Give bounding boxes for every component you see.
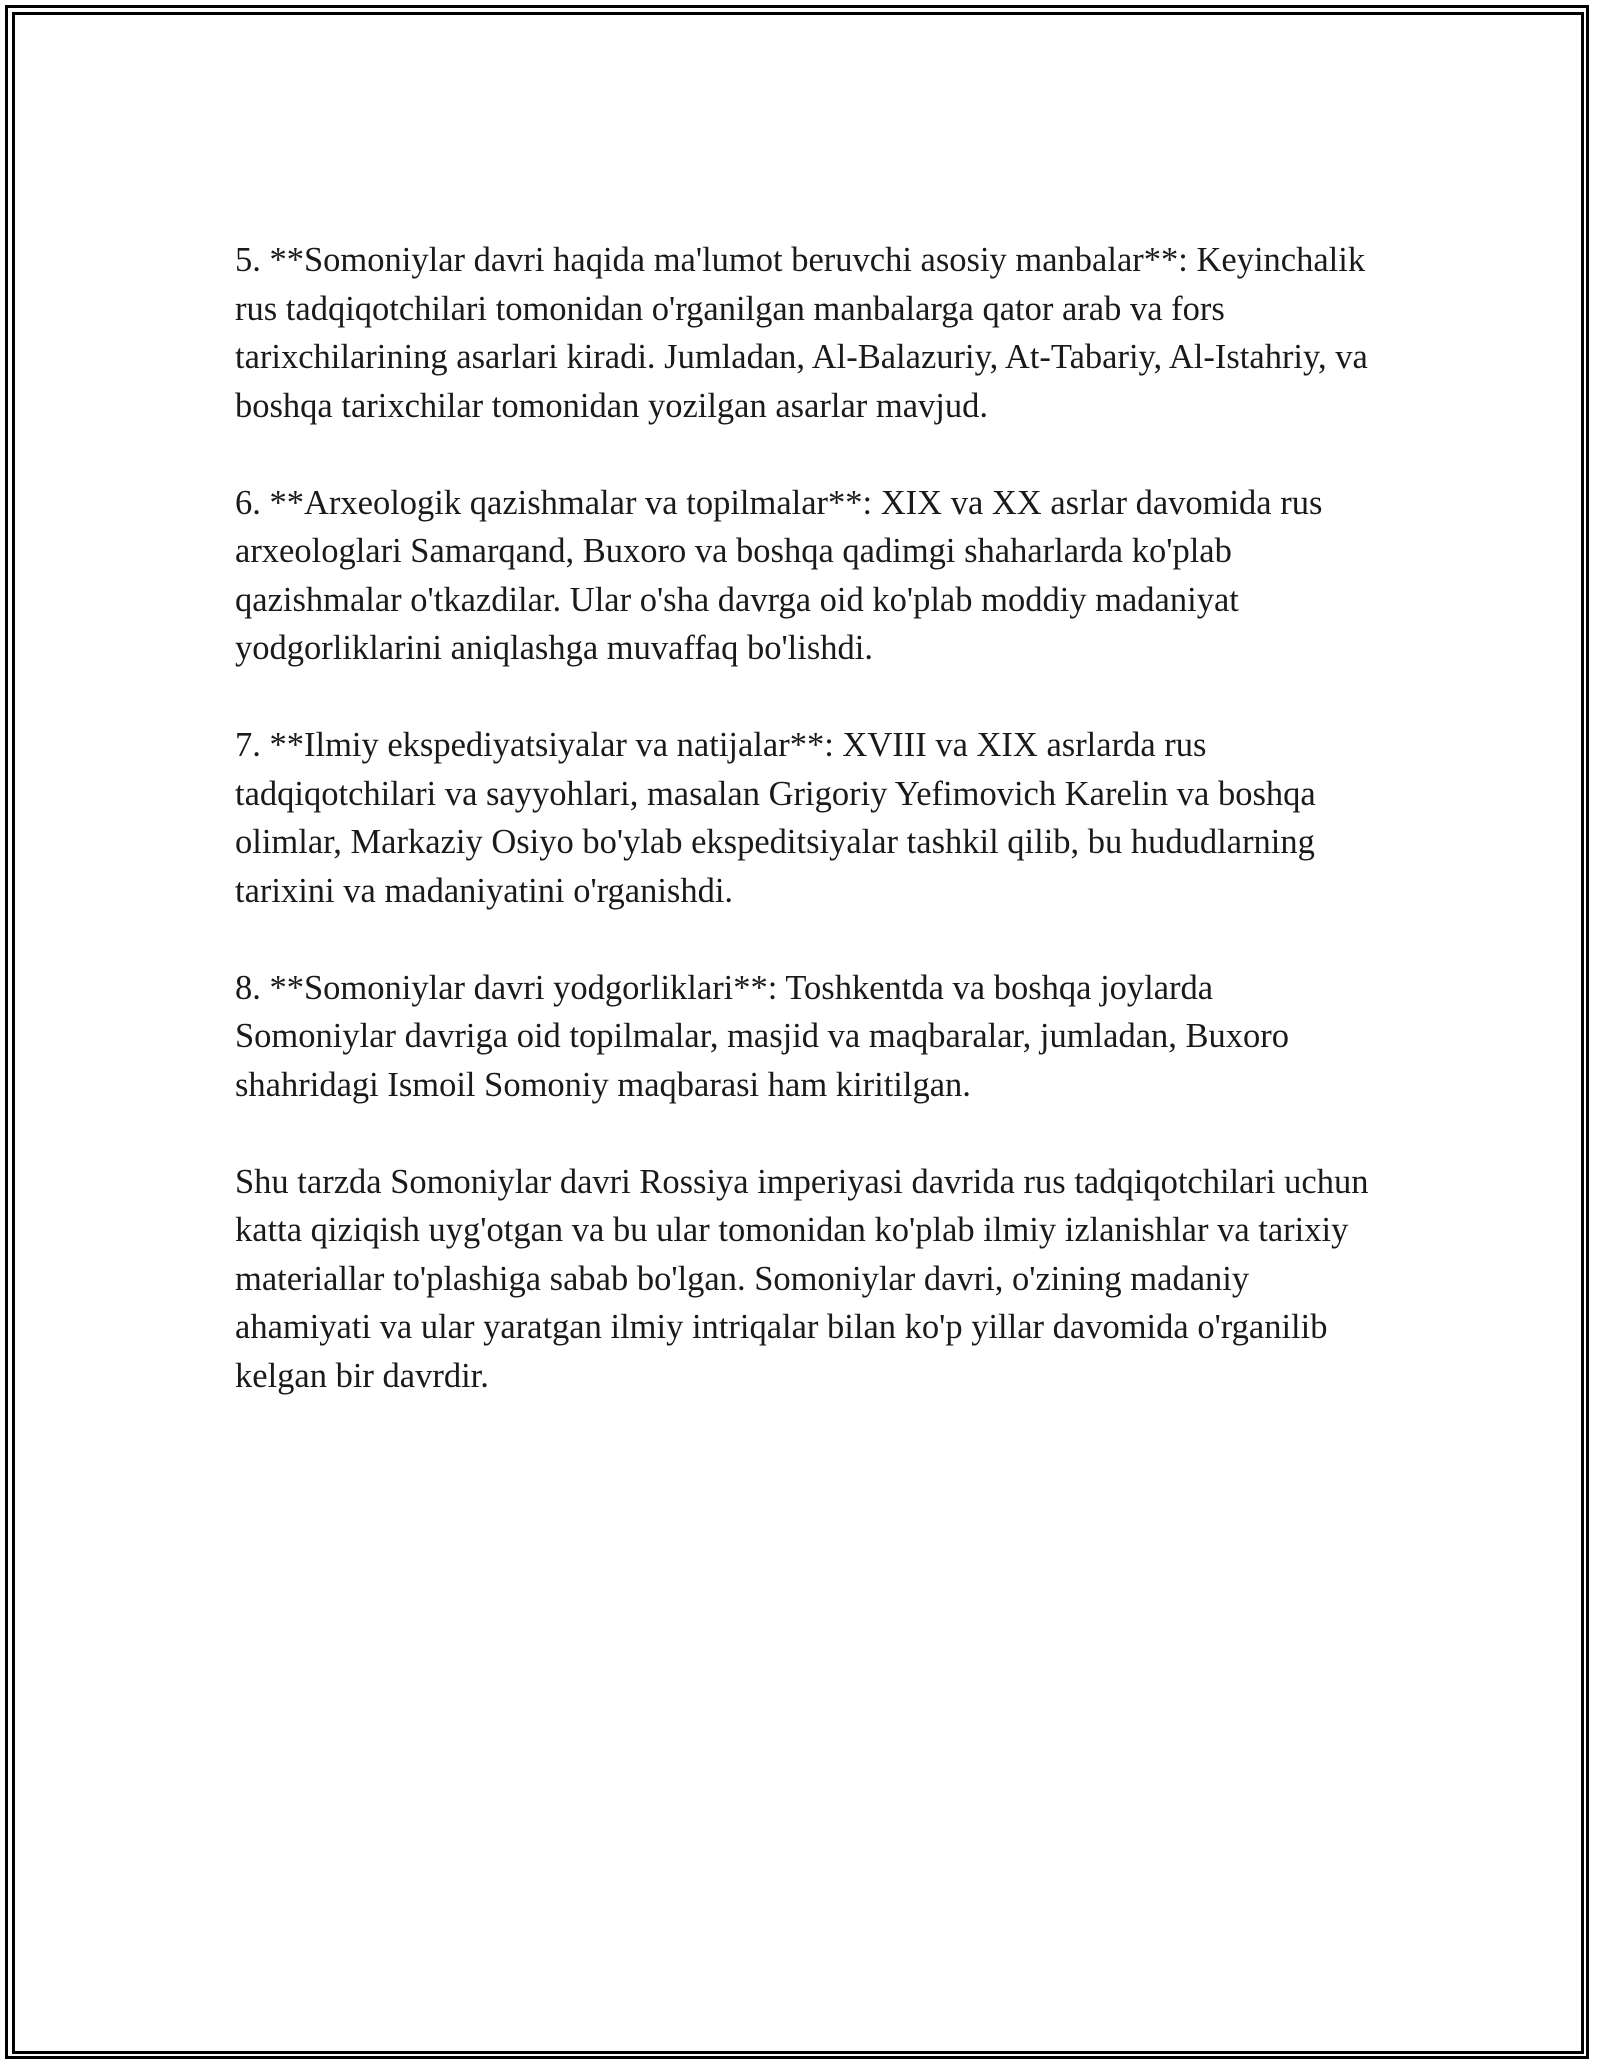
document-body <box>235 236 1370 1400</box>
paragraph-item-6: 6. **Arxeologik qazishmalar va topilmalar**: XIX va XX asrlar davomida rus arxeologlari Samarqand, Buxoro va boshqa qadimgi shaharlarda ko'plab qazishmalar o'tkazdilar. Ular o'sha davrga oid ko'plab moddiy madaniyat yodgorliklarini aniqlashga muvaffaq bo'lishdi. <box>235 483 1323 667</box>
paragraph-conclusion: Shu tarzda Somoniylar davri Rossiya imperiyasi davrida rus tadqiqotchilari uchun katta qiziqish uyg'otgan va bu ular tomonidan ko'plab ilmiy izlanishlar va tarixiy materiallar to'plashiga sabab bo'lgan. Somoniylar davri, o'zining madaniy ahamiyati va ular yaratgan ilmiy intriqalar bilan ko'p yillar davomida o'rganilib kelgan bir davrdir. <box>235 1162 1369 1395</box>
paragraph-item-8: 8. **Somoniylar davri yodgorliklari**: Toshkentda va boshqa joylarda Somoniylar davriga oid topilmalar, masjid va maqbaralar, jumladan, Buxoro shahridagi Ismoil Somoniy maqbarasi ham kiritilgan. <box>235 968 1290 1104</box>
paragraph-item-7: 7. **Ilmiy ekspediyatsiyalar va natijalar**: XVIII va XIX asrlarda rus tadqiqotchilari va sayyohlari, masalan Grigoriy Yefimovich Karelin va boshqa olimlar, Markaziy Osiyo bo'ylab ekspeditsiyalar tashkil qilib, bu hududlarning tarixini va madaniyatini o'rganishdi. <box>235 726 1316 910</box>
paragraph-item-5: 5. **Somoniylar davri haqida ma'lumot beruvchi asosiy manbalar**: Keyinchalik rus tadqiqotchilari tomonidan o'rganilgan manbalarga qator arab va fors tarixchilarining asarlari kiradi. Jumladan, Al-Balazuriy, At-Tabariy, Al-Istahriy, va boshqa tarixchilar tomonidan yozilgan asarlar mavjud. <box>235 241 1368 425</box>
